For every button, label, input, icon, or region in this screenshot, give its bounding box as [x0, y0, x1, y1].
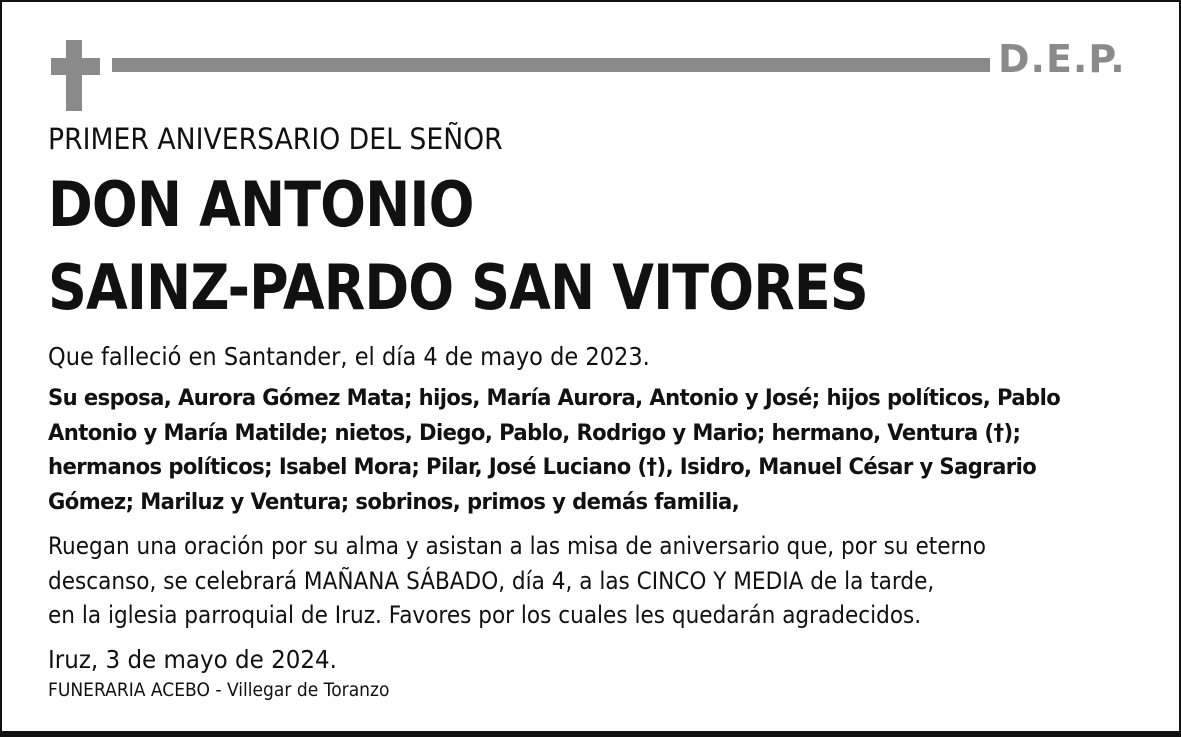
funeral-home: FUNERARIA ACEBO - Villegar de Toranzo	[48, 679, 390, 701]
place-date: Iruz, 3 de mayo de 2024.	[48, 645, 337, 674]
header-rule	[112, 58, 990, 72]
family-line: Gómez; Mariluz y Ventura; sobrinos, primos y demás familia,	[48, 489, 740, 515]
request-line: descanso, se celebrará MAÑANA SÁBADO, día 4, a las CINCO Y MEDIA de la tarde,	[48, 566, 935, 595]
dep-label: D.E.P.	[998, 37, 1126, 81]
family-line: Antonio y María Matilde; nietos, Diego, Pablo, Rodrigo y Mario; hermano, Ventura (†);	[48, 420, 1021, 446]
request-line: en la iglesia parroquial de Iruz. Favores por los cuales les quedarán agradecidos.	[48, 601, 922, 629]
family-paragraph	[48, 382, 1128, 520]
deceased-name-line1: DON ANTONIO	[48, 168, 474, 241]
deceased-name-line2: SAINZ-PARDO SAN VITORES	[48, 251, 868, 324]
family-line: Su esposa, Aurora Gómez Mata; hijos, María Aurora, Antonio y José; hijos políticos, Pablo	[48, 386, 1061, 411]
family-line: hermanos políticos; Isabel Mora; Pilar, José Luciano (†), Isidro, Manuel César y Sagrario	[48, 455, 1037, 480]
death-info: Que falleció en Santander, el día 4 de mayo de 2023.	[48, 342, 650, 371]
mass-request-paragraph	[48, 529, 1090, 633]
request-line: Ruegan una oración por su alma y asistan a las misa de aniversario que, por su eterno	[48, 532, 986, 560]
cross-icon-arm	[51, 58, 100, 75]
cross-icon	[66, 40, 82, 111]
notice-heading: PRIMER ANIVERSARIO DEL SEÑOR	[48, 122, 503, 156]
